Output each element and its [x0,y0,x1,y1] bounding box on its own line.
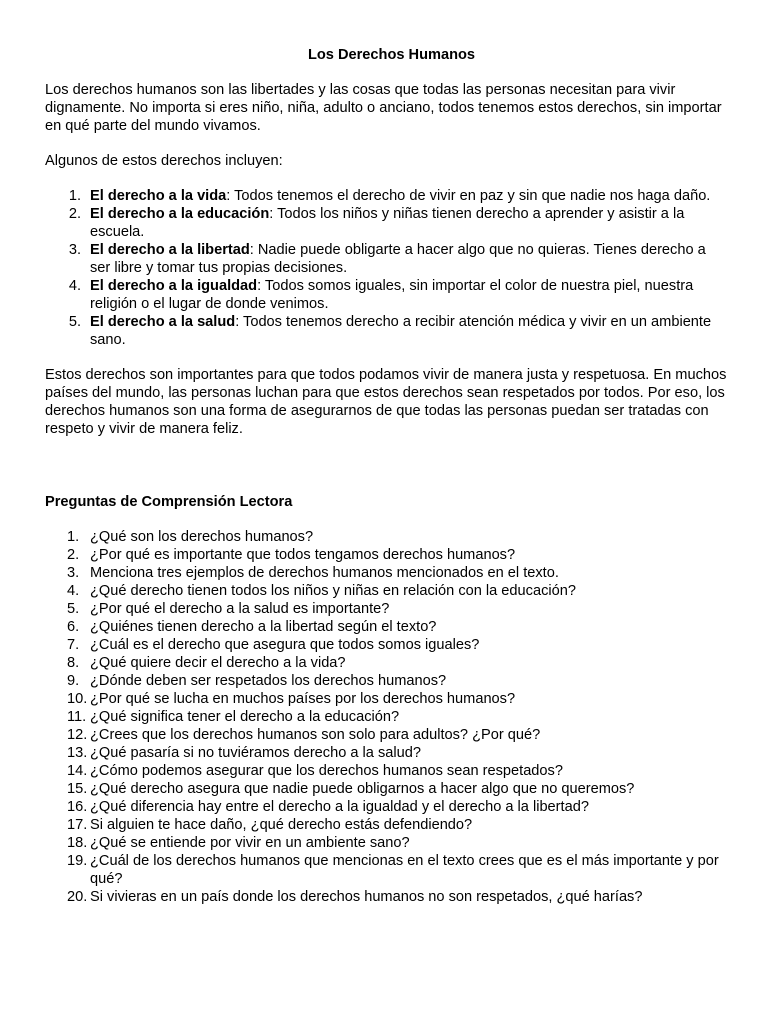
question-text: ¿Por qué el derecho a la salud es importante? [90,601,390,617]
question-text: ¿Por qué se lucha en muchos países por los derechos humanos? [90,691,516,707]
right-term: El derecho a la salud [90,314,236,330]
question-text: Si vivieras en un país donde los derechos humanos no son respetados, ¿qué harías? [90,889,643,905]
list-number: 1. [68,188,81,204]
question-item [45,816,730,834]
right-description: : Todos tenemos el derecho de vivir en paz y sin que nadie nos haga daño. [226,188,711,204]
right-description: : Todos tenemos derecho a recibir atención médica y vivir en un ambiente sano. [90,314,712,348]
list-number: 4. [67,583,80,599]
list-number: 9. [67,673,80,689]
question-item [45,672,730,690]
question-item [45,618,730,636]
rights-list-item [45,187,730,205]
list-number: 14. [67,763,88,779]
question-item [45,636,730,654]
question-item [45,600,730,618]
list-number: 15. [67,781,88,797]
question-text: ¿Qué son los derechos humanos? [90,529,314,545]
list-number: 2. [67,547,80,563]
question-item [45,564,730,582]
rights-list-item [45,205,730,241]
list-number: 13. [67,745,88,761]
list-number: 17. [67,817,88,833]
question-item [45,780,730,798]
list-number: 2. [68,206,81,222]
question-item [45,546,730,564]
list-number: 11. [67,709,87,725]
rights-list [45,187,730,349]
question-item [45,654,730,672]
question-item [45,798,730,816]
question-text: Si alguien te hace daño, ¿qué derecho estás defendiendo? [90,817,473,833]
rights-list-item [45,241,730,277]
question-text: ¿Por qué es importante que todos tengamos derechos humanos? [90,547,516,563]
question-text: ¿Qué derecho asegura que nadie puede obligarnos a hacer algo que no queremos? [90,781,635,797]
list-number: 6. [67,619,80,635]
list-number: 8. [67,655,80,671]
rights-lead-text: Algunos de estos derechos incluyen: [45,153,283,169]
question-item [45,708,730,726]
right-term: El derecho a la libertad [90,242,250,258]
question-text: ¿Qué se entiende por vivir en un ambiente sano? [90,835,410,851]
question-text: ¿Qué diferencia hay entre el derecho a la igualdad y el derecho a la libertad? [90,799,589,815]
rights-list-item [45,277,730,313]
question-text: ¿Dónde deben ser respetados los derechos humanos? [90,673,447,689]
question-text: ¿Cuál es el derecho que asegura que todos somos iguales? [90,637,480,653]
question-text: ¿Cómo podemos asegurar que los derechos humanos sean respetados? [90,763,563,779]
right-term: El derecho a la igualdad [90,278,258,294]
question-text: ¿Crees que los derechos humanos son solo para adultos? ¿Por qué? [90,727,541,743]
question-text: ¿Qué quiere decir el derecho a la vida? [90,655,346,671]
list-number: 3. [68,242,81,258]
list-number: 10. [67,691,88,707]
list-number: 5. [67,601,80,617]
question-text: ¿Qué pasaría si no tuviéramos derecho a la salud? [90,745,421,761]
question-item [45,744,730,762]
document-page [45,46,730,906]
question-text: Menciona tres ejemplos de derechos humanos mencionados en el texto. [90,565,559,581]
list-number: 19. [67,853,88,869]
document-title: Los Derechos Humanos [307,47,476,63]
right-description: : Todos los niños y niñas tienen derecho a aprender y asistir a la escuela. [90,206,685,240]
questions-section-title: Preguntas de Comprensión Lectora [45,494,293,510]
right-description: : Nadie puede obligarte a hacer algo que no quieras. Tienes derecho a ser libre y tomar tus propias decisiones. [90,242,706,276]
question-item [45,582,730,600]
question-item [45,852,730,888]
question-item [45,834,730,852]
question-item [45,762,730,780]
list-number: 7. [67,637,80,653]
list-number: 4. [68,278,81,294]
closing-paragraph: Estos derechos son importantes para que todos podamos vivir de manera justa y respetuosa. En muchos países del mundo, las personas luchan para que estos derechos sean respetados por todos. Por eso, los derechos humanos son una forma de asegurarnos de que todas las personas puedan ser tratadas con respeto y vivir de manera feliz. [45,367,727,437]
question-item [45,888,730,906]
list-number: 16. [67,799,88,815]
question-item [45,726,730,744]
question-item [45,528,730,546]
right-term: El derecho a la educación [90,206,270,222]
list-number: 18. [67,835,88,851]
rights-list-item [45,313,730,349]
list-number: 20. [67,889,88,905]
question-text: ¿Qué significa tener el derecho a la educación? [90,709,400,725]
intro-paragraph: Los derechos humanos son las libertades y las cosas que todas las personas necesitan para vivir dignamente. No importa si eres niño, niña, adulto o anciano, todos tenemos estos derechos, sin importar en qué parte del mundo vivamos. [45,82,722,134]
question-text: ¿Quiénes tienen derecho a la libertad según el texto? [90,619,437,635]
right-term: El derecho a la vida [90,188,227,204]
question-item [45,690,730,708]
list-number: 12. [67,727,88,743]
question-text: ¿Cuál de los derechos humanos que mencionas en el texto crees que es el más importante y por qué? [90,853,719,887]
question-text: ¿Qué derecho tienen todos los niños y niñas en relación con la educación? [90,583,576,599]
list-number: 1. [67,529,80,545]
right-description: : Todos somos iguales, sin importar el color de nuestra piel, nuestra religión o el lugar de donde venimos. [90,278,694,312]
list-number: 3. [67,565,80,581]
questions-list [45,528,730,906]
list-number: 5. [68,314,81,330]
